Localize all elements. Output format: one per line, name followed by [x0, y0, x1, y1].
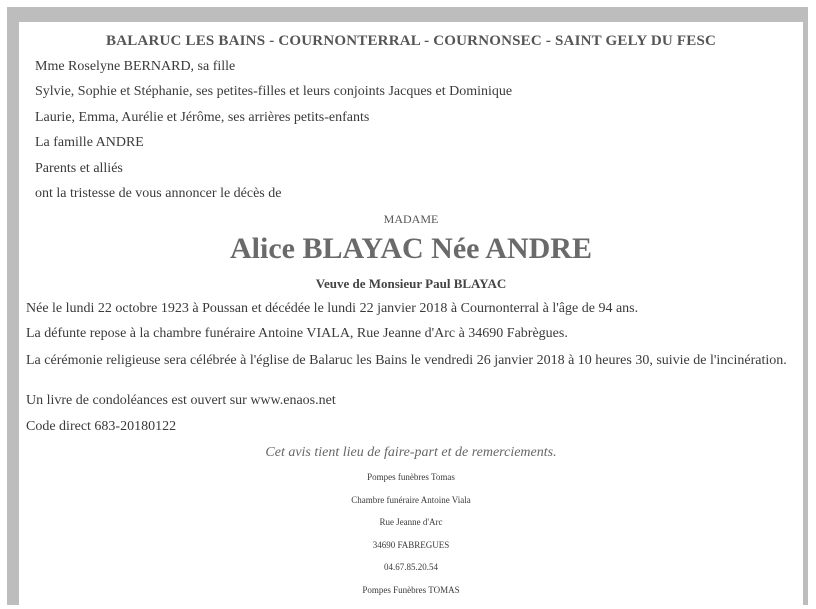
- deceased-title: MADAME: [383, 212, 439, 226]
- family-line-daughter: Mme Roselyne BERNARD, sa fille: [35, 59, 236, 74]
- obituary-notice: [19, 22, 803, 606]
- condolences-line: Un livre de condoléances est ouvert sur www.enaos.net: [26, 393, 336, 408]
- footer-line-signature: Pompes Funèbres TOMAS: [362, 585, 460, 595]
- notice-line: Cet avis tient lieu de faire-part et de remerciements.: [265, 445, 557, 460]
- announcement-line: ont la tristesse de vous annoncer le décès de: [35, 186, 282, 201]
- locations-heading: BALARUC LES BAINS - COURNONTERRAL - COURNONSEC - SAINT GELY DU FESC: [105, 33, 717, 49]
- repose-line: La défunte repose à la chambre funéraire Antoine VIALA, Rue Jeanne d'Arc à 34690 Fabrègues.: [26, 326, 568, 341]
- deceased-name: Alice BLAYAC Née ANDRE: [230, 232, 592, 265]
- birth-death-line: Née le lundi 22 octobre 1923 à Poussan et décédée le lundi 22 janvier 2018 à Cournonterral à l'âge de 94 ans.: [26, 301, 639, 316]
- footer-line-city: 34690 FABREGUES: [372, 540, 450, 550]
- footer-line-phone: 04.67.85.20.54: [384, 562, 438, 572]
- family-line-great-grandchildren: Laurie, Emma, Aurélie et Jérôme, ses arrières petits-enfants: [35, 110, 370, 125]
- deceased-subtitle: Veuve de Monsieur Paul BLAYAC: [315, 276, 507, 291]
- code-line: Code direct 683-20180122: [26, 419, 177, 434]
- page-frame: [7, 7, 808, 605]
- family-line-relatives: Parents et alliés: [35, 161, 123, 176]
- ceremony-paragraph: La cérémonie religieuse sera célébrée à l'église de Balaruc les Bains le vendredi 26 janvier 2018 à 10 heures 30, suivie de l'incinération.: [26, 353, 787, 368]
- footer-line-company: Pompes funèbres Tomas: [367, 472, 455, 482]
- family-line-granddaughters: Sylvie, Sophie et Stéphanie, ses petites-filles et leurs conjoints Jacques et Dominique: [35, 84, 513, 99]
- footer-line-chamber: Chambre funéraire Antoine Viala: [351, 495, 471, 505]
- footer-line-street: Rue Jeanne d'Arc: [379, 517, 443, 527]
- family-line-andre: La famille ANDRE: [35, 135, 144, 150]
